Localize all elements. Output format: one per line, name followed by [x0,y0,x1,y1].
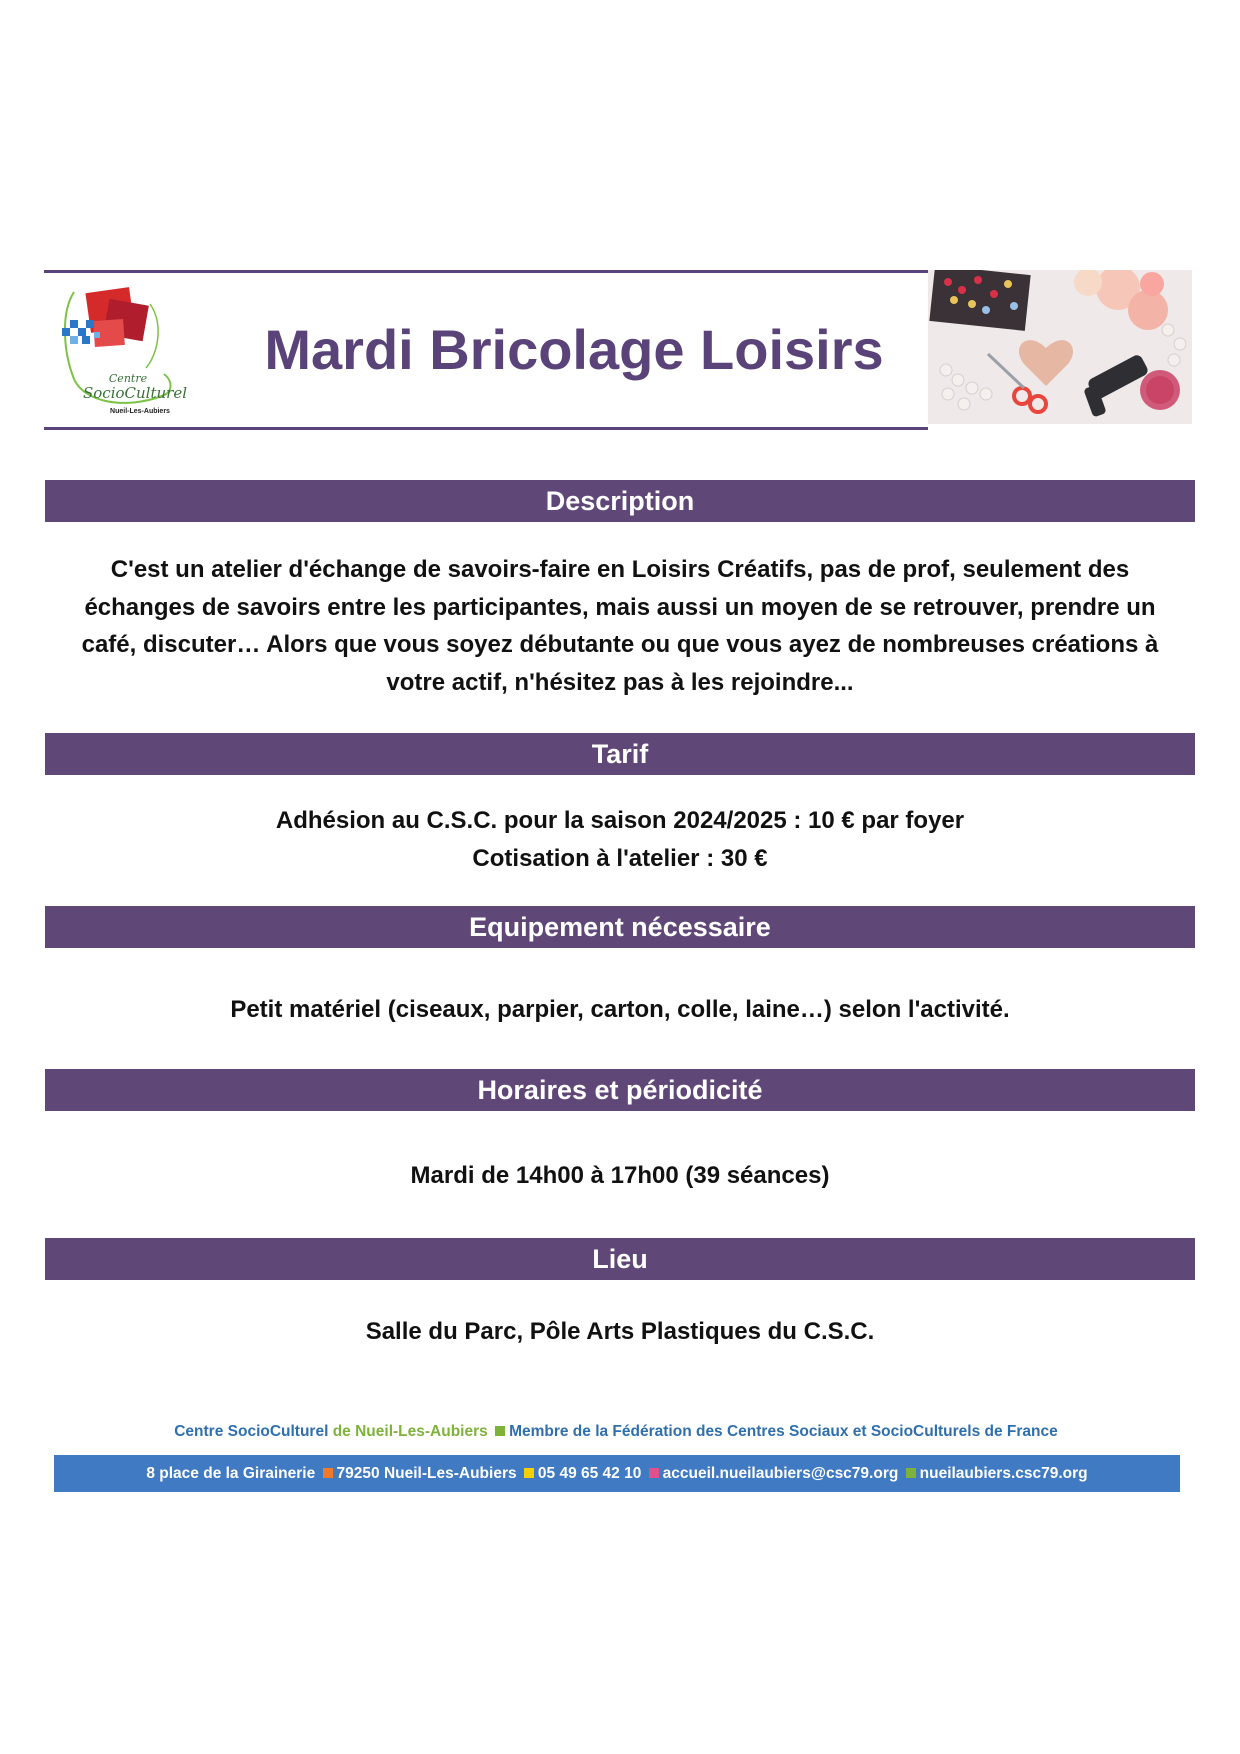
header [44,270,928,430]
logo-text-line3: Nueil-Les-Aubiers [110,408,170,415]
equipement-text: Petit matériel (ciseaux, parpier, carton, colle, laine…) selon l'activité. [230,996,1010,1023]
footer-org-location: de Nueil-Les-Aubiers [328,1423,488,1440]
horaires-text: Mardi de 14h00 à 17h00 (39 séances) [410,1162,830,1189]
yellow-square-icon [524,1468,534,1478]
description-text [45,551,1195,701]
craft-photo-graphic [928,270,1192,424]
section-heading-equipement: Equipement nécessaire [45,906,1195,948]
logo-text-line2: SocioCulturel [82,384,187,402]
logo-text-line1: Centre [108,372,148,385]
pink-square-icon [649,1468,659,1478]
footer-organization-line [54,1423,1178,1441]
footer-phone[interactable]: 05 49 65 42 10 [537,1465,642,1482]
footer-email[interactable]: accueil.nueilaubiers@csc79.org [662,1465,899,1482]
craft-supplies-photo-icon [928,270,1192,424]
description-line: échanges de savoirs entre les participantes, mais aussi un moyen de se retrouver, prendre un [84,593,1156,621]
tarif-line: Adhésion au C.S.C. pour la saison 2024/2025 : 10 € par foyer [275,807,965,834]
footer-website[interactable]: nueilaubiers.csc79.org [919,1465,1088,1482]
section-heading-tarif: Tarif [45,733,1195,775]
page-title: Mardi Bricolage Loisirs [264,318,884,381]
section-heading-description: Description [45,480,1195,522]
green-square-icon [495,1426,505,1436]
tarif-line: Cotisation à l'atelier : 30 € [472,844,768,872]
description-line: C'est un atelier d'échange de savoirs-faire en Loisirs Créatifs, pas de prof, seulement des [110,556,1130,583]
green-square-icon [906,1468,916,1478]
footer-contact-bar [54,1455,1180,1492]
csc-logo-icon [54,284,187,415]
header-bottom-rule [44,427,928,430]
footer-city: 79250 Nueil-Les-Aubiers [336,1465,517,1482]
footer-federation: Membre de la Fédération des Centres Sociaux et SocioCulturels de France [509,1423,1058,1440]
tarif-text [45,802,1195,877]
description-line: votre actif, n'hésitez pas à les rejoindre... [386,668,854,696]
footer-address: 8 place de la Girainerie [146,1465,316,1482]
section-heading-lieu: Lieu [45,1238,1195,1280]
section-heading-horaires: Horaires et périodicité [45,1069,1195,1111]
orange-square-icon [323,1468,333,1478]
lieu-text: Salle du Parc, Pôle Arts Plastiques du C.S.C. [365,1318,875,1345]
description-line: café, discuter… Alors que vous soyez débutante ou que vous ayez de nombreuses créations à [81,631,1159,658]
footer-org-name: Centre SocioCulturel [174,1423,329,1440]
header-top-rule [44,270,928,273]
